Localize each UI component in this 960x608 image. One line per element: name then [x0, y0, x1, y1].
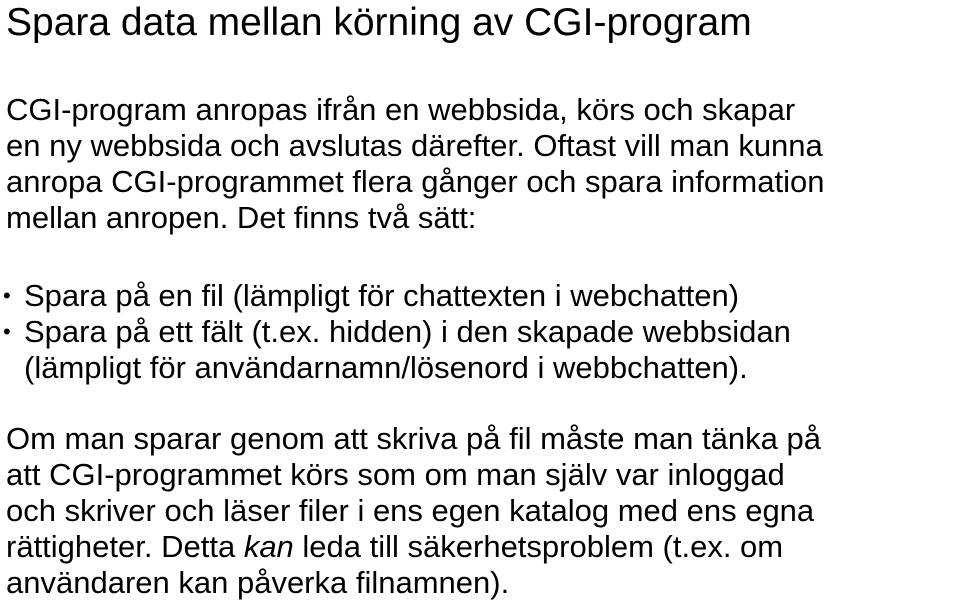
- intro-paragraph: [6, 92, 824, 236]
- outro-line: [6, 529, 821, 565]
- bullet-text: (lämpligt för användarnamn/lösenord i webbchatten).: [24, 350, 748, 385]
- outro-line: användaren kan påverka filnamnen).: [6, 565, 510, 600]
- outro-line: och skriver och läser filer i ens egen katalog med ens egna: [6, 493, 815, 528]
- intro-line: en ny webbsida och avslutas därefter. Oftast vill man kunna: [6, 128, 823, 163]
- intro-line: CGI-program anropas ifrån en webbsida, körs och skapar: [6, 92, 796, 127]
- outro-line: Om man sparar genom att skriva på fil måste man tänka på: [6, 421, 821, 456]
- bullet-icon: •: [3, 283, 11, 308]
- slide-title: Spara data mellan körning av CGI-program: [6, 1, 752, 44]
- intro-line: mellan anropen. Det finns två sätt:: [6, 200, 477, 235]
- emphasis-text: kan: [243, 529, 294, 564]
- bullet-list: [0, 278, 791, 386]
- bullet-item-file: [0, 278, 791, 314]
- bullet-item-field: [0, 314, 791, 386]
- outro-line: att CGI-programmet körs som om man själv var inloggad: [6, 457, 785, 492]
- outro-paragraph: [6, 421, 821, 601]
- bullet-icon: •: [3, 319, 11, 344]
- bullet-text: Spara på ett fält (t.ex. hidden) i den skapade webbsidan: [24, 314, 791, 349]
- intro-line: anropa CGI-programmet flera gånger och spara information: [6, 164, 825, 199]
- bullet-text: Spara på en fil (lämpligt för chattexten i webchatten): [24, 278, 740, 313]
- outro-text: rättigheter. Detta: [6, 529, 244, 564]
- outro-text: leda till säkerhetsproblem (t.ex. om: [293, 529, 784, 564]
